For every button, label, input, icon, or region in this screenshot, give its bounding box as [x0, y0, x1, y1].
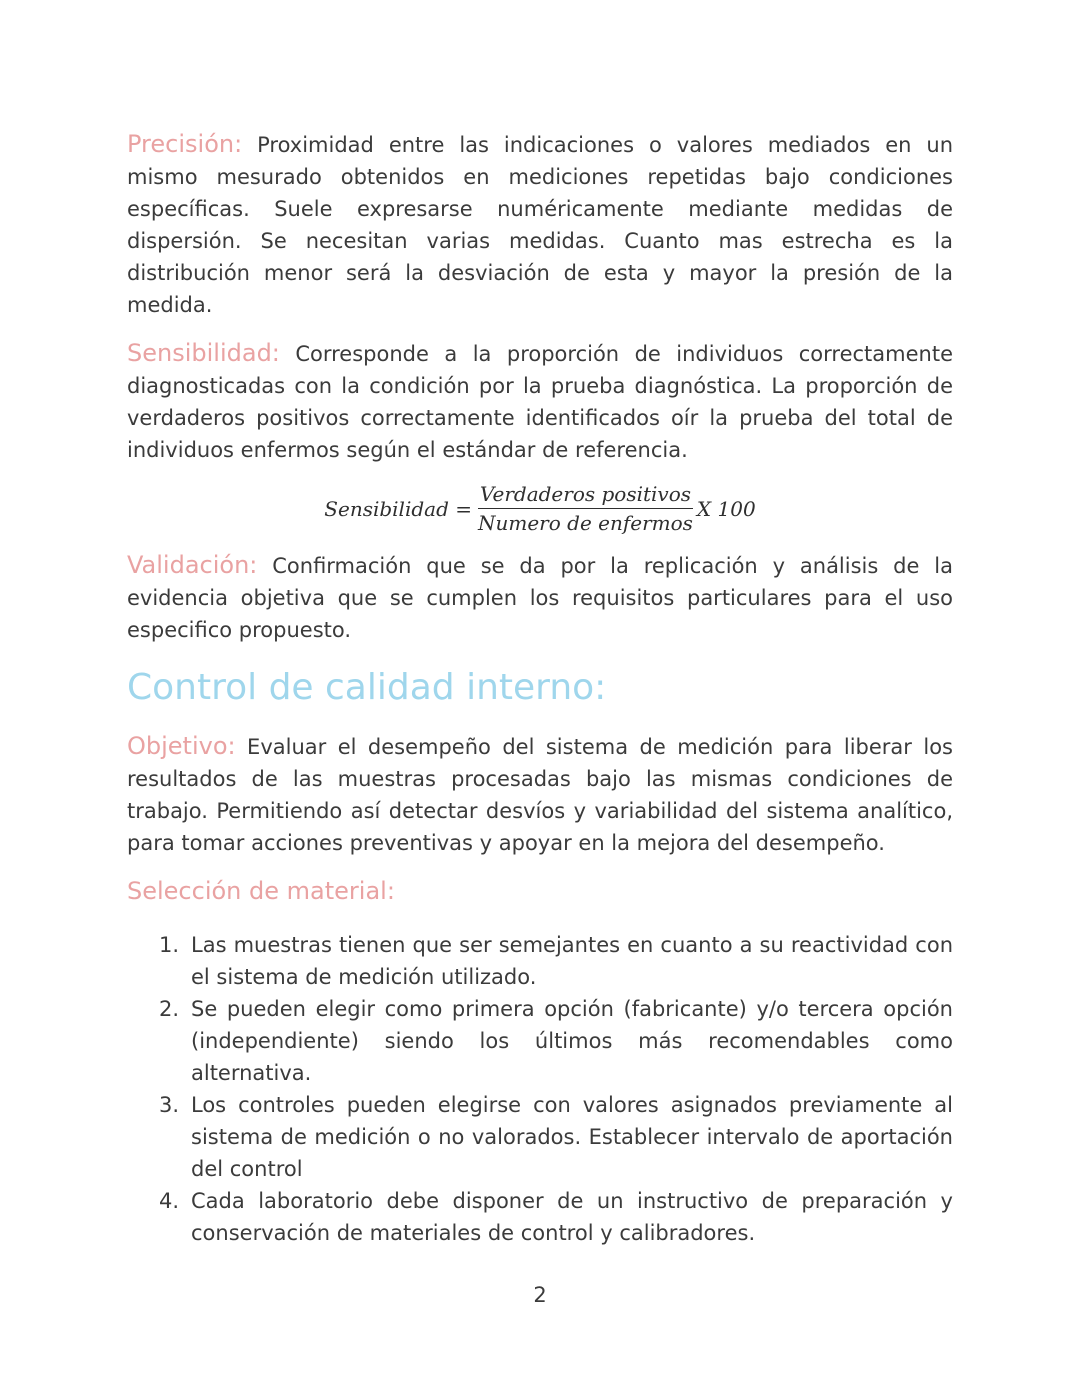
list-number: 4.	[158, 1189, 179, 1213]
list-number: 2.	[158, 997, 179, 1021]
formula-lhs: Sensibilidad =	[324, 496, 472, 521]
sensitivity-text: Corresponde a la proporción de individuos correctamente diagnosticadas con la condición por la prueba diagnóstica. La proporción de verdaderos positivos correctamente identificados oír la prueba del total de individuos enfermos según el estándar de referencia.	[127, 342, 953, 462]
list-text: Se pueden elegir como primera opción (fabricante) y/o tercera opción (independiente) siendo los últimos más recomendables como alternativa.	[191, 997, 953, 1085]
material-title: Selección de material:	[127, 877, 395, 905]
precision-paragraph	[127, 128, 953, 321]
list-item	[127, 1185, 953, 1249]
formula-denominator: Numero de enfermos	[478, 511, 693, 535]
objective-term: Objetivo:	[127, 732, 236, 760]
section-heading: Control de calidad interno:	[127, 667, 607, 708]
material-list	[127, 929, 953, 1249]
page-number: 2	[533, 1283, 547, 1307]
list-item	[127, 993, 953, 1089]
validation-term: Validación:	[127, 551, 258, 579]
precision-text: Proximidad entre las indicaciones o valores mediados en un mismo mesurado obtenidos en mediciones repetidas bajo condiciones específicas. Suele expresarse numéricamente mediante medidas de dispersión. Se necesitan varias medidas. Cuanto mas estrecha es la distribución menor será la desviación de esta y mayor la presión de la medida.	[127, 133, 953, 317]
list-item	[127, 929, 953, 993]
list-number: 3.	[158, 1093, 179, 1117]
list-number: 1.	[158, 933, 179, 957]
sensitivity-paragraph	[127, 337, 953, 466]
sensitivity-term: Sensibilidad:	[127, 339, 280, 367]
list-text: Las muestras tienen que ser semejantes en cuanto a su reactividad con el sistema de medición utilizado.	[191, 933, 953, 989]
validation-text: Confirmación que se da por la replicación y análisis de la evidencia objetiva que se cumplen los requisitos particulares para el uso especifico propuesto.	[127, 554, 953, 642]
list-text: Los controles pueden elegirse con valores asignados previamente al sistema de medición o no valorados. Establecer intervalo de aportación del control	[191, 1093, 953, 1181]
list-item	[127, 1089, 953, 1185]
list-text: Cada laboratorio debe disponer de un instructivo de preparación y conservación de materiales de control y calibradores.	[191, 1189, 953, 1245]
sensitivity-formula	[127, 482, 953, 535]
objective-text: Evaluar el desempeño del sistema de medición para liberar los resultados de las muestras procesadas bajo las mismas condiciones de trabajo. Permitiendo así detectar desvíos y variabilidad del sistema analítico, para tomar acciones preventivas y apoyar en la mejora del desempeño.	[127, 735, 953, 855]
precision-term: Precisión:	[127, 130, 243, 158]
validation-paragraph	[127, 549, 953, 646]
formula-numerator: Verdaderos positivos	[478, 482, 693, 509]
formula-multiplier: X 100	[696, 496, 756, 521]
document-page	[127, 128, 953, 1249]
objective-paragraph	[127, 730, 953, 859]
formula-fraction	[476, 482, 695, 535]
